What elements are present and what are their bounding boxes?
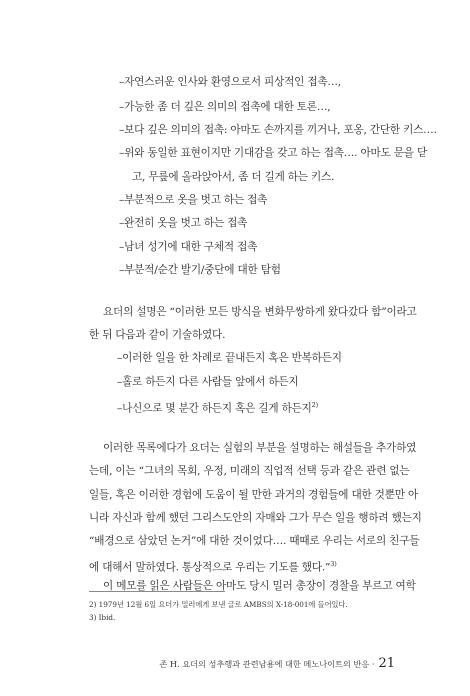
paragraph-line: “배경으로 삼았던 논거”에 대한 것이었다…. 때때로 우리는 서로의 친구들 [89, 535, 420, 547]
list1-item: –남녀 성기에 대한 구체적 접촉 [119, 241, 258, 253]
footnote: 3) Ibid. [89, 613, 116, 622]
list1-item: –가능한 좀 더 깊은 의미의 접촉에 대한 토론…, [119, 101, 331, 113]
running-title: 존 H. 요더의 성추행과 관련남용에 대한 메노나이트의 반응 · [159, 659, 375, 669]
list2-item: –홀로 하든지 다른 사람들 앞에서 하든지 [117, 376, 299, 388]
paragraph-line: 니라 자신과 함께 했던 그리스도안의 자매와 그가 무슨 일을 행하려 했는지 [89, 512, 422, 524]
list1-item: –위와 동일한 표현이지만 기대감을 갖고 하는 접촉…. 아마도 문을 닫 [119, 147, 428, 159]
paragraph-line: 이 메모를 읽은 사람들은 아마도 당시 밀러 총장이 경찰을 부르고 여학 [103, 580, 416, 592]
footnote: 2) 1979년 12월 6일 요더가 밀러에게 보낸 글로 AMBS의 X-18-001에 들어있다. [89, 600, 348, 609]
running-footer [159, 657, 395, 671]
list2-item: –이러한 일을 한 차례로 끝내든지 혹은 반복하든지 [117, 352, 342, 364]
paragraph-line: 한 뒤 다음과 같이 기술하였다. [89, 329, 226, 341]
list1-item: –부분적으로 옷을 벗고 하는 접촉 [119, 194, 268, 206]
list1-item: –자연스러운 인사와 환영으로서 피상적인 접촉…, [119, 76, 341, 88]
footnote-divider [89, 591, 225, 592]
list1-item-continuation: 고, 무릎에 올라앉아서, 좀 더 길게 하는 키스. [132, 171, 335, 183]
paragraph-line: 에 대해서 말하였다. 통상적으로 우리는 기도를 했다.”$^{3)}$ [89, 560, 337, 574]
paragraph-line: 는데, 이는 “그녀의 목회, 우정, 미래의 직업적 선택 등과 같은 관련 없는 [89, 465, 410, 477]
page-number: 21 [378, 656, 395, 671]
paragraph-line: 요더의 설명은 “이러한 모든 방식을 변화무쌍하게 왔다갔다 함”이라고 [103, 306, 417, 318]
list2-item: –나신으로 몇 분간 하든지 혹은 길게 하든지$^{2)}$ [117, 401, 318, 415]
list1-item: –완전히 옷을 벗고 하는 접촉 [119, 217, 248, 229]
list1-item: –부분적/순간 발기/중단에 대한 탐험 [119, 264, 281, 276]
footnote-ref[interactable]: 3) [330, 560, 337, 568]
footnote-ref[interactable]: 2) [311, 401, 318, 409]
list1-item: –보다 깊은 의미의 접촉: 아마도 손까지를 끼거나, 포옹, 간단한 키스…. [119, 124, 437, 136]
paragraph-line: 일들, 혹은 이러한 경험에 도움이 될 만한 과거의 경험들에 대한 것뿐만 아 [89, 489, 418, 501]
paragraph-line: 이러한 목록에다가 요더는 실험의 부분을 설명하는 해설들을 추가하였 [103, 442, 417, 454]
